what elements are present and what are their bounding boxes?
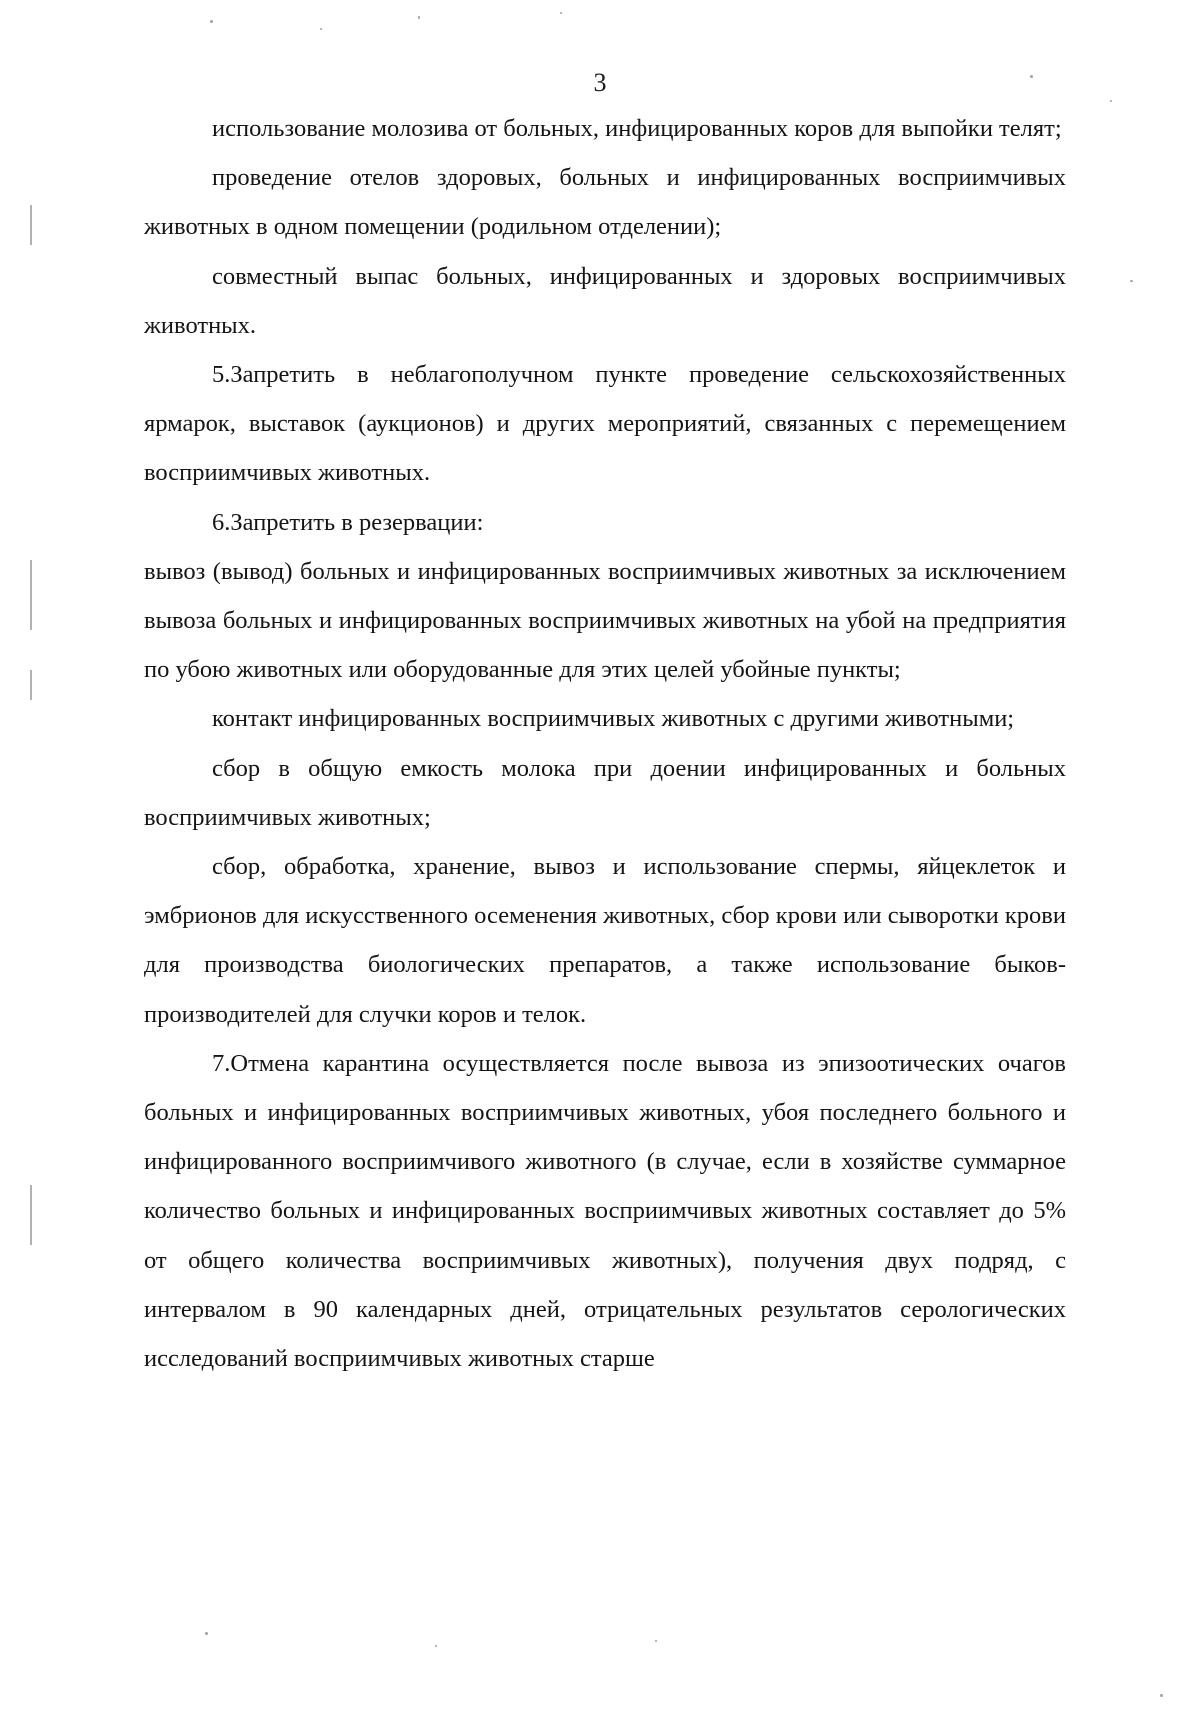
paragraph: 6.Запретить в резервации: — [212, 508, 484, 536]
scan-edge-mark — [30, 1185, 32, 1245]
paragraph: 5.Запретить в неблагополучном пункте проведение сельскохозяйственных ярмарок, выставок (аукционов) и других мероприятий, связанных с перемещением восприимчивых животных. — [144, 361, 1066, 487]
scan-speck — [205, 1632, 208, 1635]
page-number: 3 — [593, 68, 607, 97]
scan-speck — [210, 20, 213, 23]
paragraph: сбор, обработка, хранение, вывоз и использование спермы, яйцеклеток и эмбрионов для искусственного осеменения животных, сбор крови или сыворотки крови для производства биологических препаратов, а также использование быков-производителей для случки коров и телок. — [144, 853, 1066, 1028]
document-body — [144, 104, 1066, 1383]
paragraph: сбор в общую емкость молока при доении инфицированных и больных восприимчивых животных; — [144, 754, 1066, 831]
scan-speck — [320, 28, 322, 30]
paragraph: использование молозива от больных, инфицированных коров для выпойки телят; — [212, 115, 1062, 142]
scan-speck — [1160, 1694, 1163, 1697]
paragraph: 7.Отмена карантина осуществляется после вывоза из эпизоотических очагов больных и инфицированных восприимчивых животных, убоя последнего больного и инфицированного восприимчивого животного (в случае, если в хозяйстве суммарное количество больных и инфицированных восприимчивых животных составляет до 5% от общего количества восприимчивых животных), получения двух подряд, с интервалом в 90 календарных дней, отрицательных результатов серологических исследований восприимчивых животных старше — [144, 1049, 1066, 1373]
paragraph: совместный выпас больных, инфицированных и здоровых восприимчивых животных. — [144, 262, 1066, 339]
scan-speck — [655, 1640, 657, 1642]
scan-speck — [1110, 100, 1112, 102]
scan-speck — [435, 1645, 437, 1647]
scan-speck — [418, 16, 420, 19]
scan-edge-mark — [30, 205, 32, 245]
paragraph: проведение отелов здоровых, больных и инфицированных восприимчивых животных в одном помещении (родильном отделении); — [144, 164, 1066, 241]
paragraph: контакт инфицированных восприимчивых животных с другими животными; — [212, 705, 1015, 733]
scan-speck — [1130, 280, 1133, 282]
scan-edge-mark — [30, 560, 32, 630]
paragraph: вывоз (вывод) больных и инфицированных восприимчивых животных за исключением вывоза больных и инфицированных восприимчивых животных на убой на предприятия по убою животных или оборудованные для этих целей убойные пункты; — [144, 557, 1066, 684]
scan-edge-mark — [30, 670, 32, 700]
scan-speck — [560, 12, 562, 14]
